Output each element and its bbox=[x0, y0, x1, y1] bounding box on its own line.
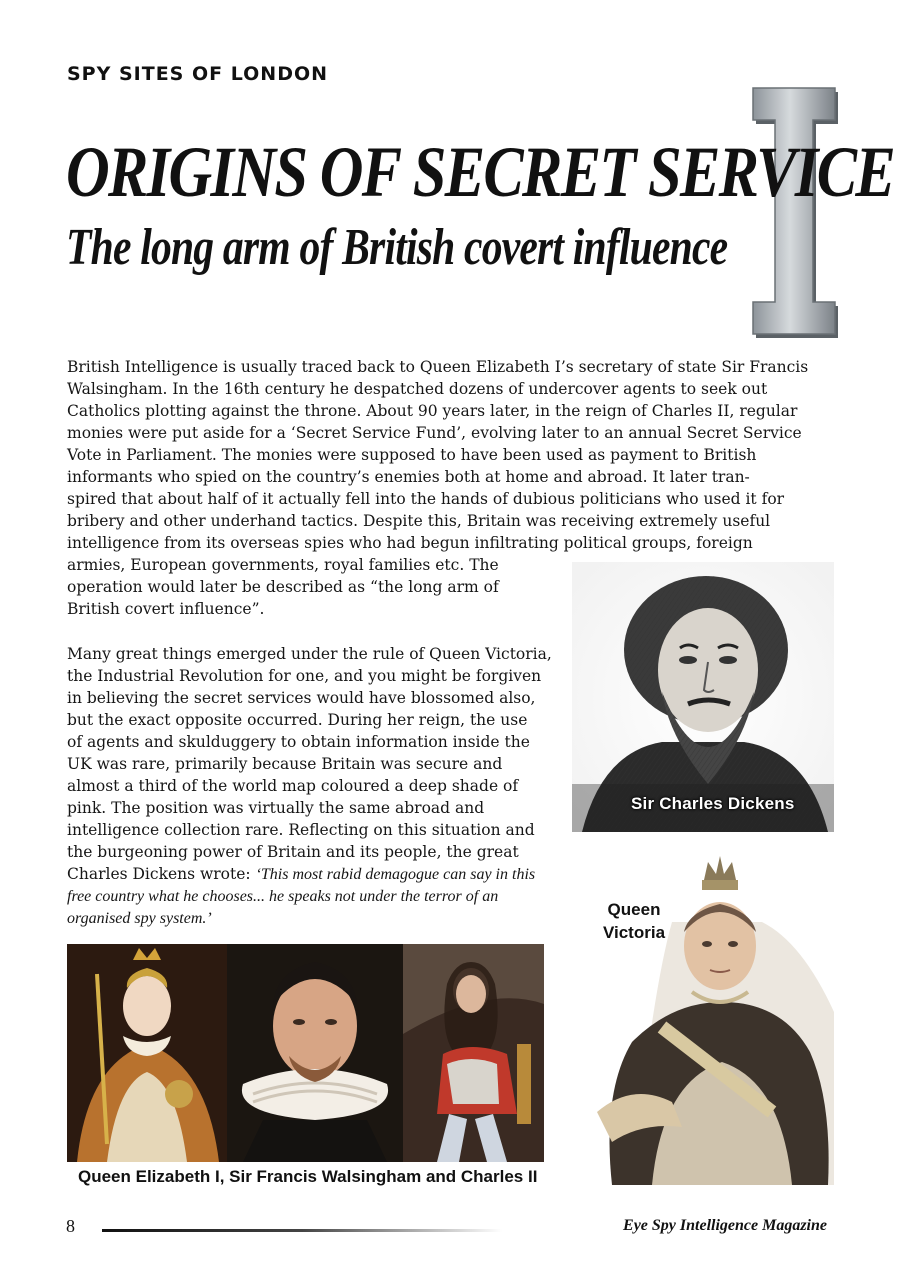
text-line: informants who spied on the country’s enemies both at home and abroad. It later tran- bbox=[67, 468, 750, 486]
victoria-caption-line: Victoria bbox=[602, 923, 666, 942]
text-line: Walsingham. In the 16th century he despatched dozens of undercover agents to seek out bbox=[67, 380, 768, 398]
article-subtitle: The long arm of British covert influence bbox=[66, 219, 728, 276]
section-label: SPY SITES OF LONDON bbox=[67, 63, 329, 85]
text-line: operation would later be described as “the long arm of bbox=[67, 578, 499, 596]
dickens-quote: organised spy system.’ bbox=[67, 910, 212, 927]
text-line: UK was rare, primarily because Britain was secure and bbox=[67, 755, 503, 773]
text-line: almost a third of the world map coloured a deep shade of bbox=[67, 777, 519, 795]
three-portraits-caption: Queen Elizabeth I, Sir Francis Walsingham and Charles II bbox=[78, 1167, 538, 1186]
text-line: Many great things emerged under the rule of Queen Victoria, bbox=[67, 645, 552, 663]
text-line: the burgeoning power of Britain and its people, the great bbox=[67, 843, 519, 861]
text-line: British Intelligence is usually traced back to Queen Elizabeth I’s secretary of state Sir Francis bbox=[67, 358, 809, 376]
quote-intro: Charles Dickens wrote: bbox=[67, 865, 256, 883]
dickens-portrait-image bbox=[572, 562, 834, 832]
text-line: intelligence from its overseas spies who had begun infiltrating political groups, foreign bbox=[67, 534, 753, 552]
text-line: monies were put aside for a ‘Secret Service Fund’, evolving later to an annual Secret Service bbox=[67, 424, 802, 442]
article-paragraph-1 bbox=[67, 356, 835, 554]
dickens-quote: ‘This most rabid demagogue can say in this bbox=[255, 866, 536, 883]
page-number: 8 bbox=[66, 1216, 75, 1236]
footer-rule bbox=[102, 1229, 502, 1232]
text-line: Vote in Parliament. The monies were supposed to have been used as payment to British bbox=[67, 446, 757, 464]
victoria-caption-line: Queen bbox=[607, 900, 661, 919]
article-paragraph-1-continued bbox=[67, 554, 572, 620]
dickens-caption: Sir Charles Dickens bbox=[631, 794, 795, 813]
text-line: of agents and skulduggery to obtain information inside the bbox=[67, 733, 530, 751]
article-paragraph-2 bbox=[67, 643, 572, 930]
text-line: armies, European governments, royal families etc. The bbox=[67, 556, 499, 574]
dickens-quote: free country what he chooses... he speaks not under the terror of an bbox=[67, 888, 499, 905]
text-line: in believing the secret services would have blossomed also, bbox=[67, 689, 536, 707]
text-line bbox=[67, 863, 572, 886]
text-line: but the exact opposite occurred. During her reign, the use bbox=[67, 711, 528, 729]
article-title: ORIGINS OF SECRET SERVICE bbox=[66, 132, 895, 212]
magazine-name: Eye Spy Intelligence Magazine bbox=[623, 1217, 827, 1234]
text-line: Catholics plotting against the throne. About 90 years later, in the reign of Charles II, regular bbox=[67, 402, 798, 420]
victoria-caption bbox=[596, 898, 672, 944]
text-line: British covert influence”. bbox=[67, 600, 265, 618]
three-portraits-image bbox=[67, 944, 544, 1162]
text-line: intelligence collection rare. Reflecting on this situation and bbox=[67, 821, 535, 839]
text-line: spired that about half of it actually fell into the hands of dubious politicians who used it for bbox=[67, 490, 785, 508]
text-line: pink. The position was virtually the same abroad and bbox=[67, 799, 485, 817]
text-line: the Industrial Revolution for one, and you might be forgiven bbox=[67, 667, 542, 685]
text-line: bribery and other underhand tactics. Despite this, Britain was receiving extremely useful bbox=[67, 512, 771, 530]
